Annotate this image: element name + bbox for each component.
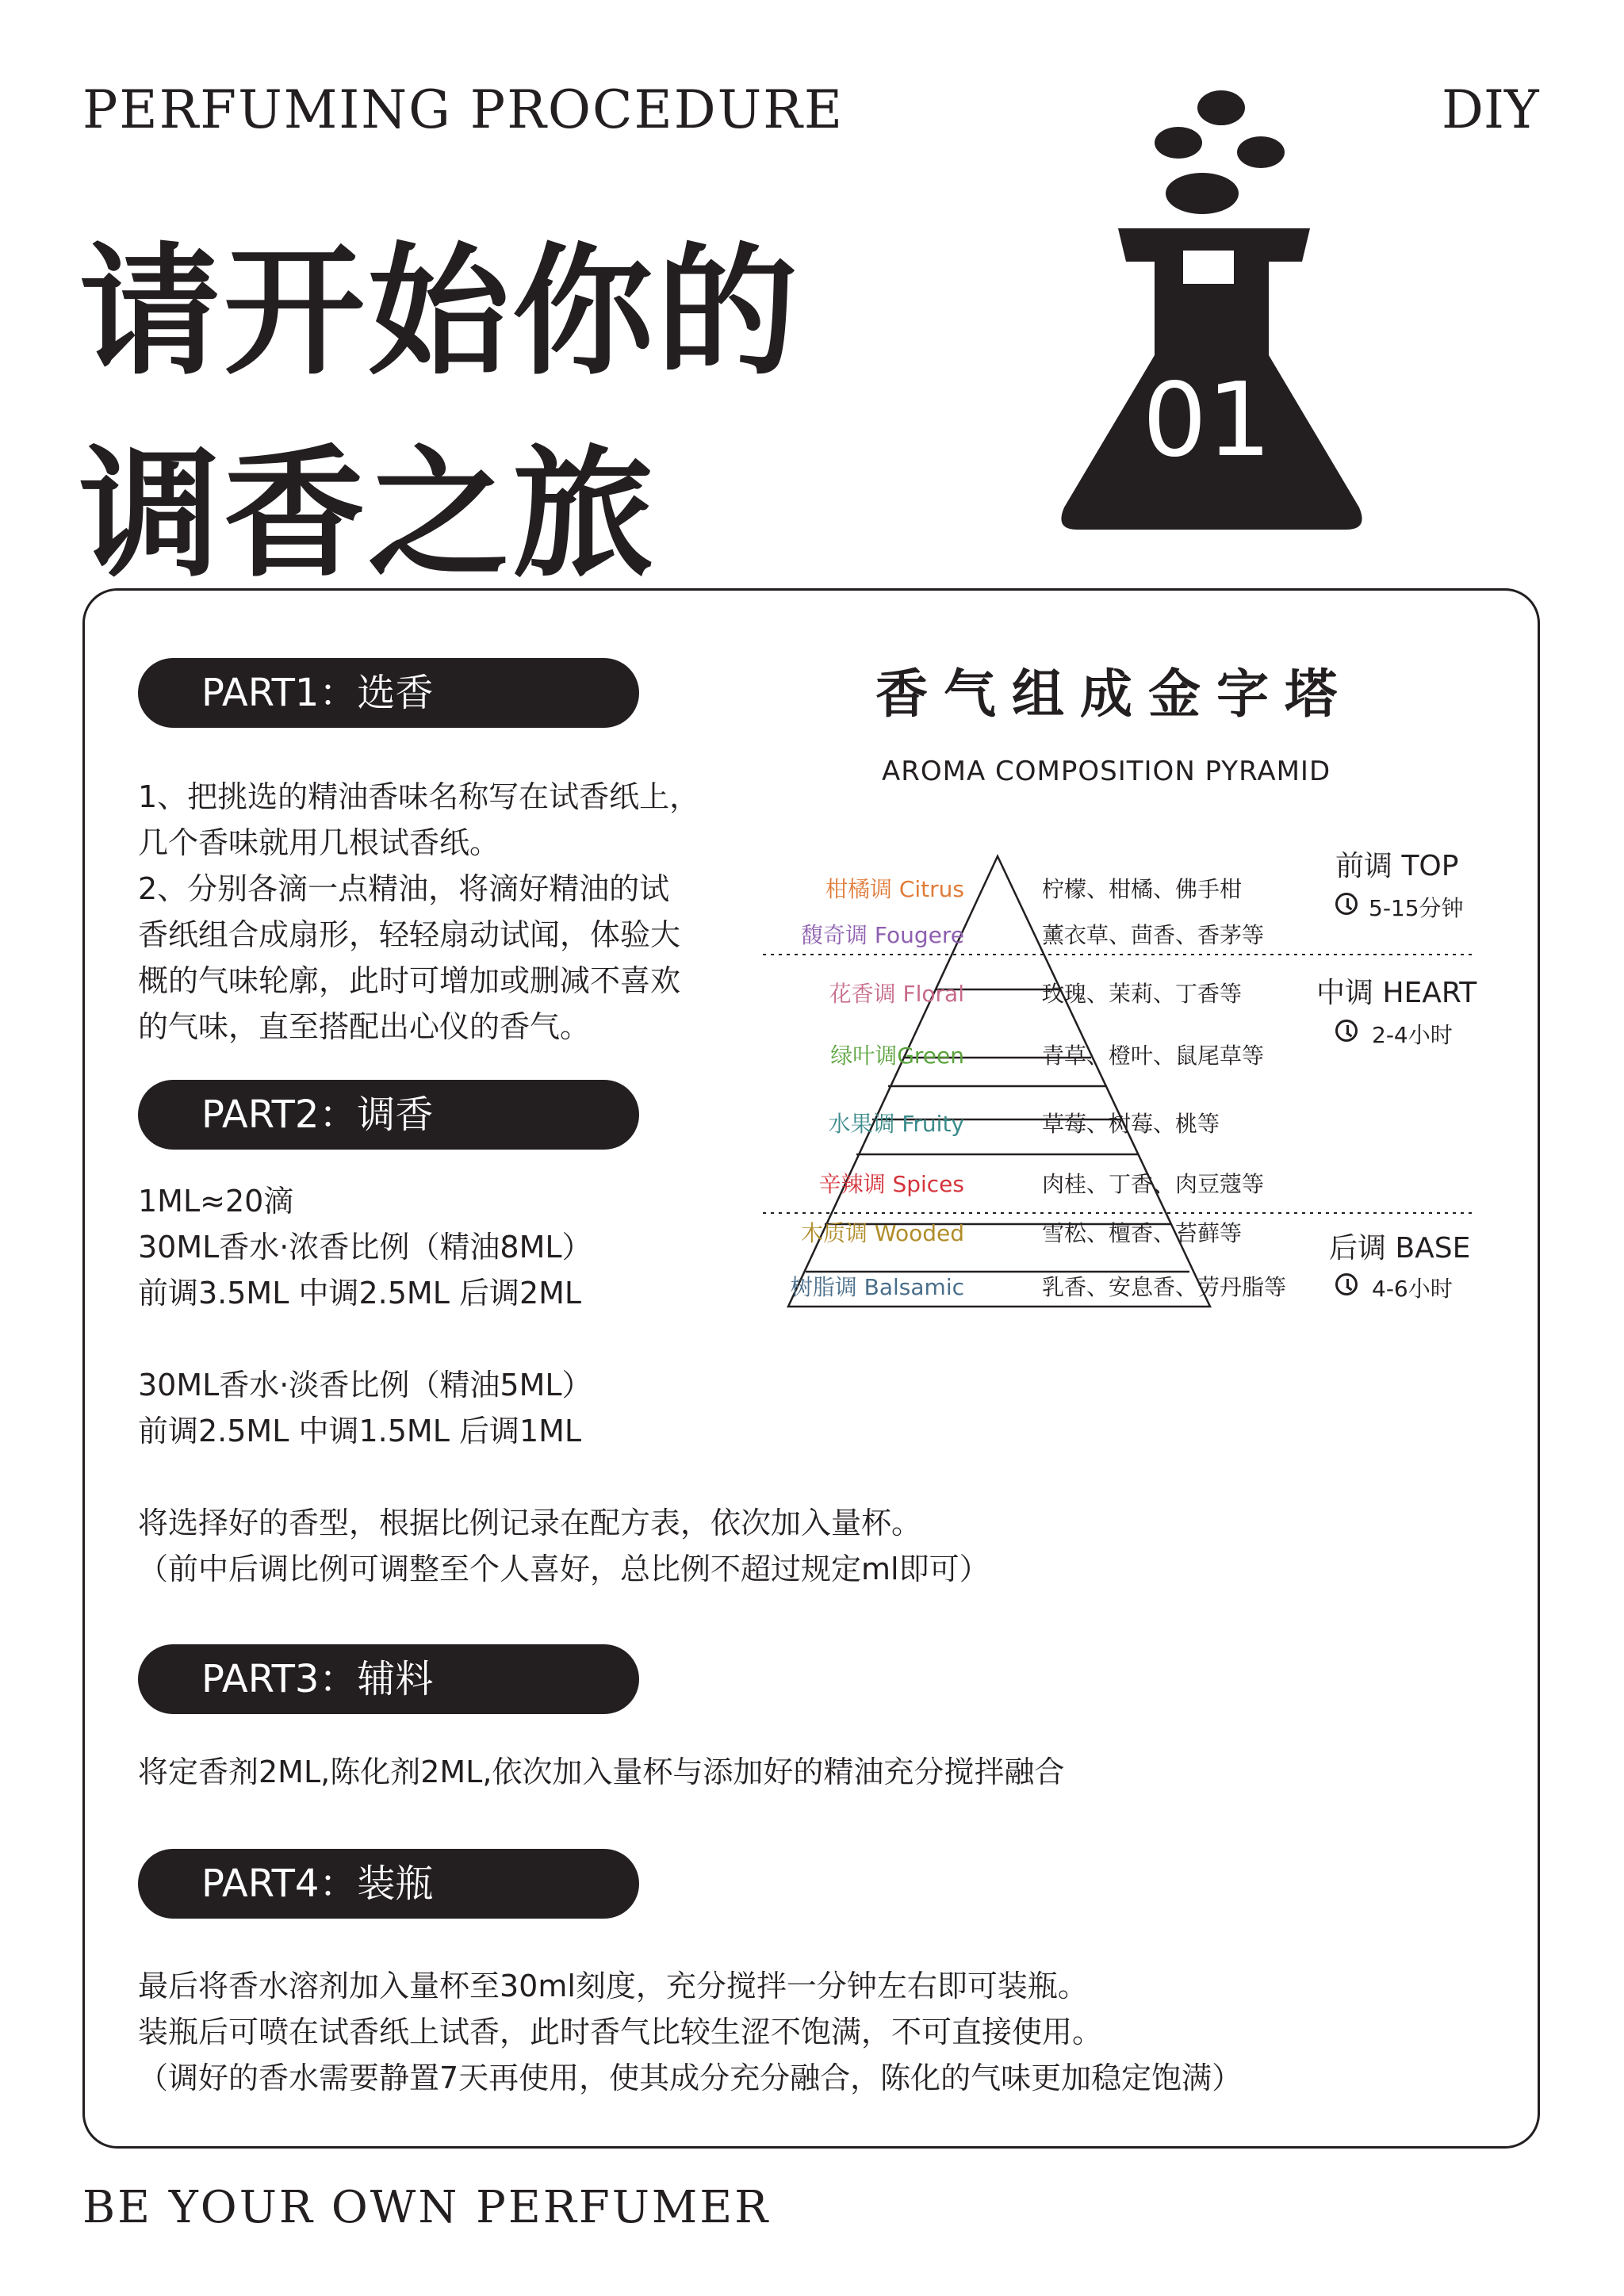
part4-text — [138, 1963, 1242, 2101]
text-line: 概的气味轮廓，此时可增加或删减不喜欢 — [138, 963, 681, 998]
flask-icon — [1055, 86, 1369, 539]
note-examples: 薰衣草、茴香、香茅等 — [1042, 922, 1265, 948]
clock-icon — [1335, 893, 1358, 915]
page-title-line-2: 调香之旅 — [79, 430, 657, 596]
part1-label: PART1：选香 — [201, 671, 434, 715]
part4-label: PART4：装瓶 — [201, 1862, 434, 1906]
note-family: 绿叶调Green — [830, 1043, 964, 1069]
text-line: 香纸组合成扇形，轻轻扇动试闻，体验大 — [138, 917, 681, 952]
note-family: 馥奇调 Fougere — [800, 922, 964, 948]
part2-badge — [138, 1080, 639, 1150]
note-family: 花香调 Floral — [829, 981, 964, 1007]
text-line: 1ML≈20滴 — [138, 1184, 294, 1219]
text-line: 30ML香水·淡香比例（精油5ML） — [138, 1368, 592, 1402]
text-line: 前调2.5ML 中调1.5ML 后调1ML — [138, 1414, 582, 1448]
text-line: 最后将香水溶剂加入量杯至30ml刻度，充分搅拌一分钟左右即可装瓶。 — [138, 1969, 1088, 2003]
bubble-1 — [1197, 90, 1245, 125]
part1-text — [138, 774, 699, 1050]
header-procedure: PERFUMING PROCEDURE — [82, 79, 845, 140]
stage-top-label: 前调 TOP — [1335, 850, 1459, 882]
clock-icon — [1335, 1273, 1358, 1295]
text-line: 装瓶后可喷在试香纸上试香，此时香气比较生涩不饱满，不可直接使用。 — [138, 2015, 1103, 2049]
stage-base-label: 后调 BASE — [1329, 1232, 1471, 1265]
text-line: 1、把挑选的精油香味名称写在试香纸上， — [138, 779, 700, 814]
note-examples: 青草、橙叶、鼠尾草等 — [1042, 1043, 1265, 1069]
clock-icon — [1335, 1020, 1358, 1042]
pyramid-title: 香气组成金字塔 — [875, 664, 1353, 725]
note-examples: 柠檬、柑橘、佛手柑 — [1042, 876, 1243, 902]
note-examples: 草莓、树莓、桃等 — [1042, 1111, 1220, 1137]
bubble-2 — [1155, 127, 1202, 159]
note-examples: 乳香、安息香、劳丹脂等 — [1042, 1274, 1287, 1300]
text-line: 几个香味就用几根试香纸。 — [138, 825, 500, 860]
stage-top-time: 5-15分钟 — [1369, 895, 1464, 921]
part1-badge — [138, 658, 639, 728]
text-line: 30ML香水·浓香比例（精油8ML） — [138, 1230, 592, 1265]
note-family: 木质调 Wooded — [801, 1220, 964, 1246]
text-line: （前中后调比例可调整至个人喜好，总比例不超过规定ml即可） — [138, 1552, 990, 1586]
part2-label: PART2：调香 — [201, 1093, 434, 1137]
text-line — [138, 1454, 990, 1500]
flask-number: 01 — [1142, 362, 1272, 480]
text-line: （调好的香水需要静置7天再使用，使其成分充分融合，陈化的气味更加稳定饱满） — [138, 2061, 1243, 2095]
text-line: 2、分别各滴一点精油，将滴好精油的试 — [138, 871, 670, 906]
text-line: 的气味，直至搭配出心仪的香气。 — [138, 1009, 591, 1044]
note-family: 辛辣调 Spices — [818, 1171, 964, 1197]
text-line: 将选择好的香型，根据比例记录在配方表，依次加入量杯。 — [138, 1506, 922, 1540]
pyramid-subtitle: AROMA COMPOSITION PYRAMID — [882, 756, 1331, 787]
header-diy: DIY — [1442, 79, 1539, 140]
part3-text — [138, 1749, 1064, 1795]
note-examples: 雪松、檀香、苔藓等 — [1042, 1220, 1243, 1246]
footer-tagline: BE YOUR OWN PERFUMER — [82, 2182, 771, 2233]
stage-heart-time: 2-4小时 — [1372, 1022, 1453, 1048]
bubble-4 — [1166, 173, 1239, 214]
note-examples: 肉桂、丁香、肉豆蔻等 — [1042, 1171, 1265, 1197]
part3-label: PART3：辅料 — [201, 1657, 434, 1701]
stage-heart-label: 中调 HEART — [1316, 977, 1477, 1009]
text-line: 将定香剂2ML,陈化剂2ML,依次加入量杯与添加好的精油充分搅拌融合 — [138, 1755, 1065, 1789]
note-examples: 玫瑰、茉莉、丁香等 — [1042, 981, 1243, 1007]
part4-badge — [138, 1849, 639, 1919]
note-family: 水果调 Fruity — [828, 1111, 964, 1137]
text-line: 前调3.5ML 中调2.5ML 后调2ML — [138, 1276, 582, 1311]
stage-base-time: 4-6小时 — [1372, 1276, 1453, 1302]
bubble-3 — [1237, 136, 1285, 168]
note-family: 树脂调 Balsamic — [790, 1274, 964, 1300]
part3-badge — [138, 1644, 639, 1714]
note-family: 柑橘调 Citrus — [825, 876, 964, 902]
page-title-line-1: 请开始你的 — [79, 228, 801, 394]
text-line — [138, 1316, 990, 1362]
